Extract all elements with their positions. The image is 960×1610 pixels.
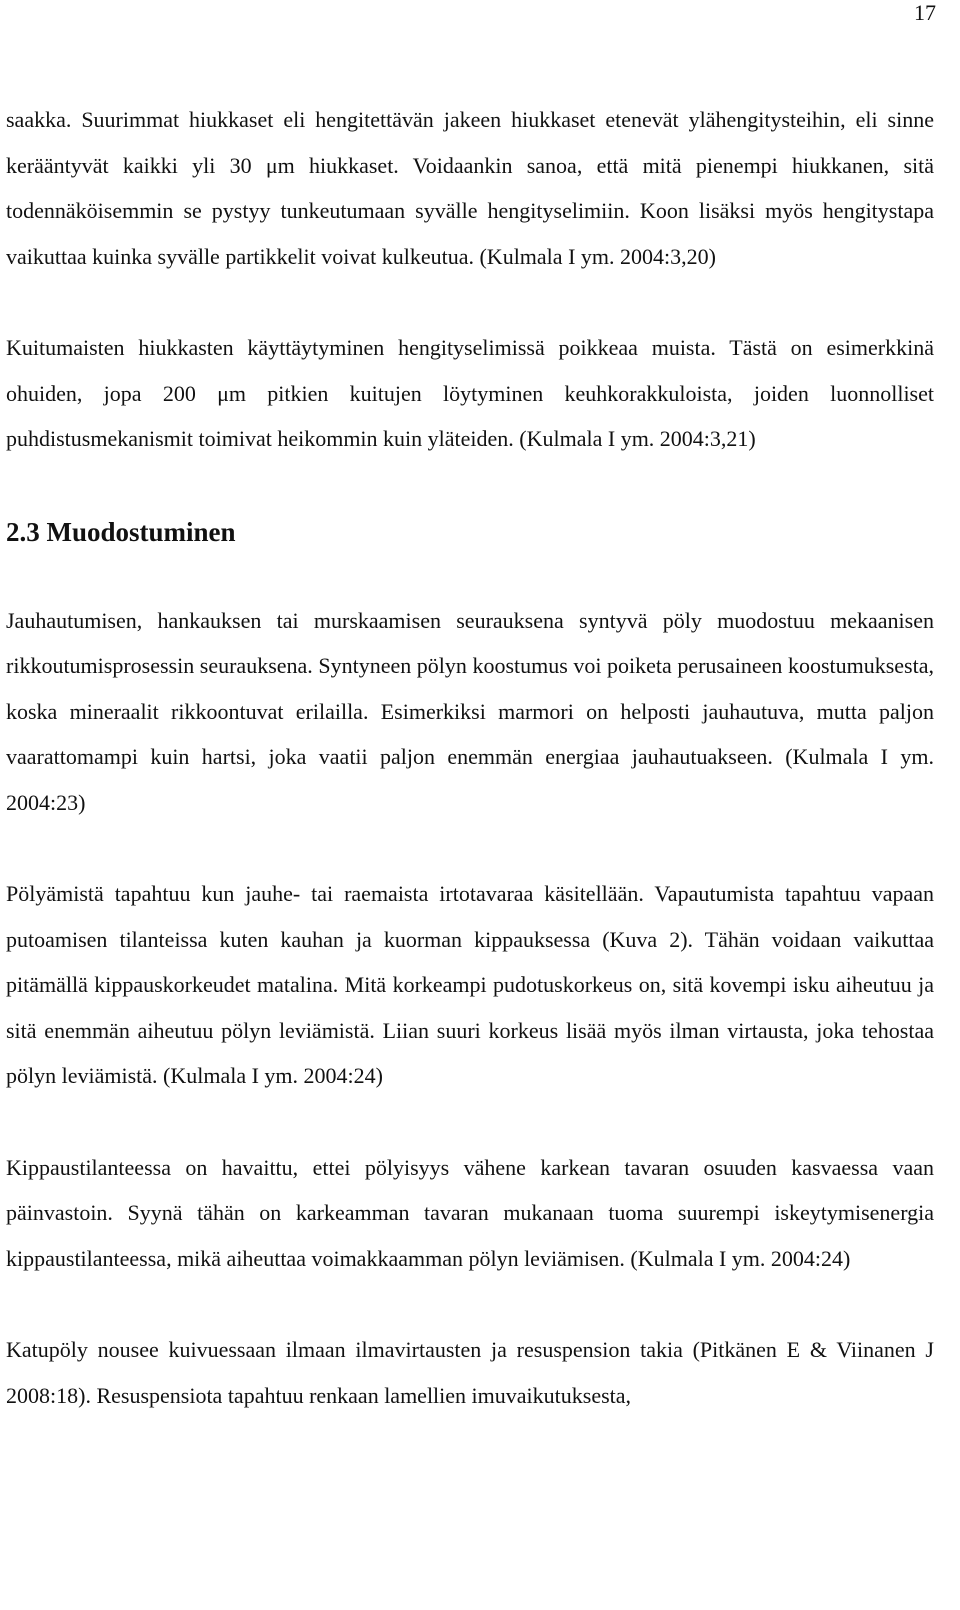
paragraph-mechanical-formation: Jauhautumisen, hankauksen tai murskaamisen seurauksena syntyvä pöly muodostuu mekaanisen rikkoutumisprosessin seurauksena. Syntyneen pölyn koostumus voi poiketa perusaineen koostumuksesta, koska mineraalit rikkoontuvat erilailla. Esimerkiksi marmori on helposti jauhautuva, mutta paljon vaarattomampi kuin hartsi, joka vaatii paljon enemmän energiaa jauhautuakseen. (Kulmala I ym. 2004:23) xyxy=(6,607,934,815)
paragraph-dusting-handling: Pölyämistä tapahtuu kun jauhe- tai raemaista irtotavaraa käsitellään. Vapautumista tapahtuu vapaan putoamisen tilanteissa kuten kauhan ja kuorman kippauksessa (Kuva 2). Tähän voidaan vaikuttaa pitämällä kippauskorkeudet matalina. Mitä korkeampi pudotuskorkeus on, sitä kovempi isku aiheutuu ja sitä enemmän aiheutuu pölyn leviämistä. Liian suuri korkeus lisää myös ilman virtausta, joka tehostaa pölyn leviämistä. (Kulmala I ym. 2004:24) xyxy=(6,881,934,1088)
page-number: 17 xyxy=(914,0,936,25)
paragraph-fibrous-particles: Kuitumaisten hiukkasten käyttäytyminen hengityselimissä poikkeaa muista. Tästä on esimerkkinä ohuiden, jopa 200 μm pitkien kuitujen löytyminen keuhkorakkuloista, joiden luonnolliset puhdistusmekanismit toimivat heikommin kuin yläteiden. (Kulmala I ym. 2004:3,21) xyxy=(6,335,934,451)
document-body xyxy=(6,97,934,1418)
paragraph-dumping-situation: Kippaustilanteessa on havaittu, ettei pölyisyys vähene karkean tavaran osuuden kasvaessa vaan päinvastoin. Syynä tähän on karkeamman tavaran mukanaan tuoma suurempi iskeytymisenergia kippaustilanteessa, mikä aiheuttaa voimakkaamman pölyn leviämisen. (Kulmala I ym. 2004:24) xyxy=(6,1154,934,1271)
paragraph-street-dust: Katupöly nousee kuivuessaan ilmaan ilmavirtausten ja resuspension takia (Pitkänen E & Viinanen J 2008:18). Resuspensiota tapahtuu renkaan lamellien imuvaikutuksesta, xyxy=(6,1337,934,1408)
section-heading: 2.3 Muodostuminen xyxy=(6,516,236,547)
paragraph-respiratory-depth: saakka. Suurimmat hiukkaset eli hengitettävän jakeen hiukkaset etenevät ylähengitysteihin, eli sinne kerääntyvät kaikki yli 30 μm hiukkaset. Voidaankin sanoa, että mitä pienempi hiukkanen, sitä todennäköisemmin se pystyy tunkeutumaan syvälle hengityselimiin. Koon lisäksi myös hengitystapa vaikuttaa kuinka syvälle partikkelit voivat kulkeutua. (Kulmala I ym. 2004:3,20) xyxy=(6,107,934,269)
